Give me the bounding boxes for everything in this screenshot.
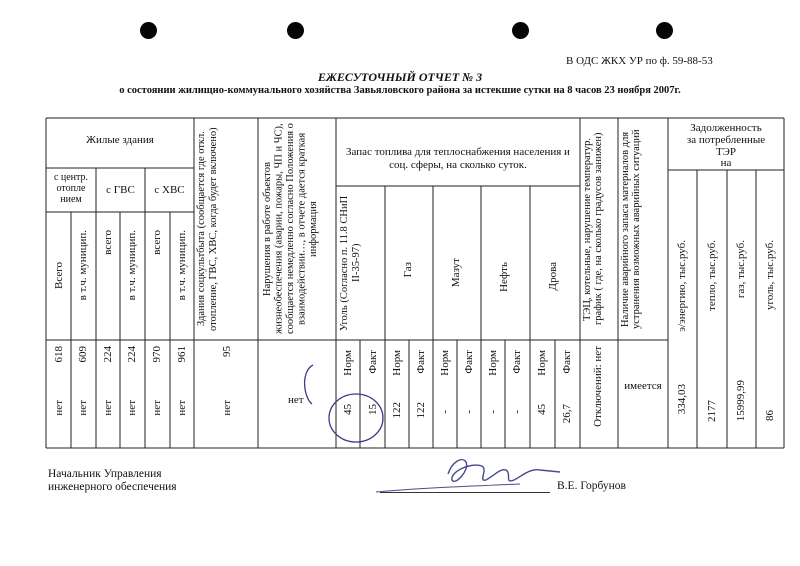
wood-norm-label: Норм — [536, 350, 548, 376]
hvs-muni-status: нет — [176, 400, 188, 416]
oil-norm-value: - — [487, 410, 499, 414]
reference-line: В ОДС ЖКХ УР по ф. 59-88-53 — [566, 55, 713, 67]
signatory-name: В.Е. Горбунов — [557, 480, 626, 492]
debt-header-1: Задолженность — [690, 122, 762, 134]
gas-fact-label: Факт — [415, 350, 427, 374]
gas-norm-label: Норм — [391, 350, 403, 376]
signatory-position-1: Начальник Управления — [48, 468, 162, 480]
central-heating-header: с центр. отопле нием — [53, 172, 89, 205]
coal-norm-label: Норм — [342, 350, 354, 376]
wood-header: Дрова — [547, 262, 559, 291]
debt-header-2: за потребленные — [686, 134, 766, 146]
wood-fact-value: 26,7 — [561, 404, 573, 424]
debt-header-3: ТЭР — [715, 146, 737, 158]
gas-fact-value: 122 — [415, 402, 427, 419]
debt-coal-header: уголь, тыс.руб. — [764, 240, 776, 310]
gvs-muni-status: нет — [126, 400, 138, 416]
hvs-muni-value: 961 — [176, 346, 188, 363]
debt-gas-value: 15999,99 — [735, 380, 747, 422]
hvs-total-status: нет — [151, 400, 163, 416]
mazut-fact-value: - — [463, 410, 475, 414]
oil-fact-value: - — [511, 410, 523, 414]
gas-header: Газ — [402, 262, 414, 278]
report-subtitle: о состоянии жилищно-коммунального хозяйства Завьяловского района за истекшие сутки на 8 часов 23 ноября 2007г. — [119, 85, 681, 96]
heat-total-status: нет — [53, 400, 65, 416]
boilers-value: Отключений: нет — [592, 346, 604, 427]
mazut-header: Мазут — [450, 258, 462, 288]
debt-header-4: на — [720, 157, 732, 169]
signature-line — [380, 492, 550, 493]
fuel-header: Запас топлива для теплоснабжения населения и соц. сферы, на сколько суток. — [346, 146, 570, 171]
hvs-total-header: всего — [151, 230, 163, 255]
reserve-value: имеется — [624, 380, 662, 392]
gas-norm-value: 122 — [391, 402, 403, 419]
gvs-muni-header: в т.ч. муницип. — [126, 230, 138, 301]
coal-norm-value: 45 — [342, 404, 354, 415]
mazut-norm-value: - — [439, 410, 451, 414]
social-buildings-status: нет — [221, 400, 233, 416]
heat-muni-status: нет — [77, 400, 89, 416]
hot-water-header: с ГВС — [106, 184, 135, 196]
cold-water-header: с ХВС — [154, 184, 185, 196]
oil-norm-label: Норм — [487, 350, 499, 376]
residential-header: Жилые здания — [86, 134, 154, 146]
violations-header: Нарушения в работе объектов жизнеобеспечения (аварии, пожары, ЧП и ЧС), сообщается немедленно согласно Положения о взаимодействии…, в отчете дается краткая информация — [262, 123, 319, 335]
heat-muni-value: 609 — [77, 346, 89, 363]
violations-status: нет — [288, 394, 304, 406]
debt-gas-header: газ, тыс.руб. — [735, 240, 747, 299]
debt-heat-value: 2177 — [706, 400, 718, 422]
boilers-header: ТЭЦ, котельные, нарушение температур. график ( где, на сколько градусов занижен) — [582, 132, 604, 326]
coal-header: Уголь (Согласно п. 11.8 СНиП II-35-97) — [339, 195, 362, 331]
mazut-norm-label: Норм — [439, 350, 451, 376]
hvs-total-value: 970 — [151, 346, 163, 363]
wood-norm-value: 45 — [536, 404, 548, 415]
signatory-position-2: инженерного обеспечения — [48, 481, 177, 493]
debt-heat-header: тепло, тыс.руб. — [706, 240, 718, 311]
wood-fact-label: Факт — [561, 350, 573, 374]
heat-muni-header: в т.ч. муницип. — [77, 230, 89, 301]
mazut-fact-label: Факт — [463, 350, 475, 374]
coal-fact-label: Факт — [367, 350, 379, 374]
debt-electricity-value: 334,03 — [676, 384, 688, 415]
oil-header: Нефть — [498, 262, 510, 292]
social-buildings-header: Здания соцкультбыта (сообщается где откл. отопление, ГВС, ХВС, когда будет включено) — [196, 127, 219, 331]
debt-electricity-header: э/энергию, тыс.руб. — [676, 240, 688, 332]
debt-coal-value: 86 — [764, 410, 776, 421]
oil-fact-label: Факт — [511, 350, 523, 374]
gvs-total-header: всего — [102, 230, 114, 255]
gvs-total-value: 224 — [102, 346, 114, 363]
heat-total-value: 618 — [53, 346, 65, 363]
social-buildings-value: 95 — [221, 346, 233, 357]
gvs-total-status: нет — [102, 400, 114, 416]
heat-total-header: Всего — [53, 262, 65, 289]
coal-fact-value: 15 — [367, 404, 379, 415]
gvs-muni-value: 224 — [126, 346, 138, 363]
reserve-header: Наличие аварийного запаса материалов для устранения возможных аварийных ситуаций — [620, 129, 642, 329]
hvs-muni-header: в т.ч. муницип. — [176, 230, 188, 301]
report-title: ЕЖЕСУТОЧНЫЙ ОТЧЕТ № 3 — [317, 70, 483, 84]
